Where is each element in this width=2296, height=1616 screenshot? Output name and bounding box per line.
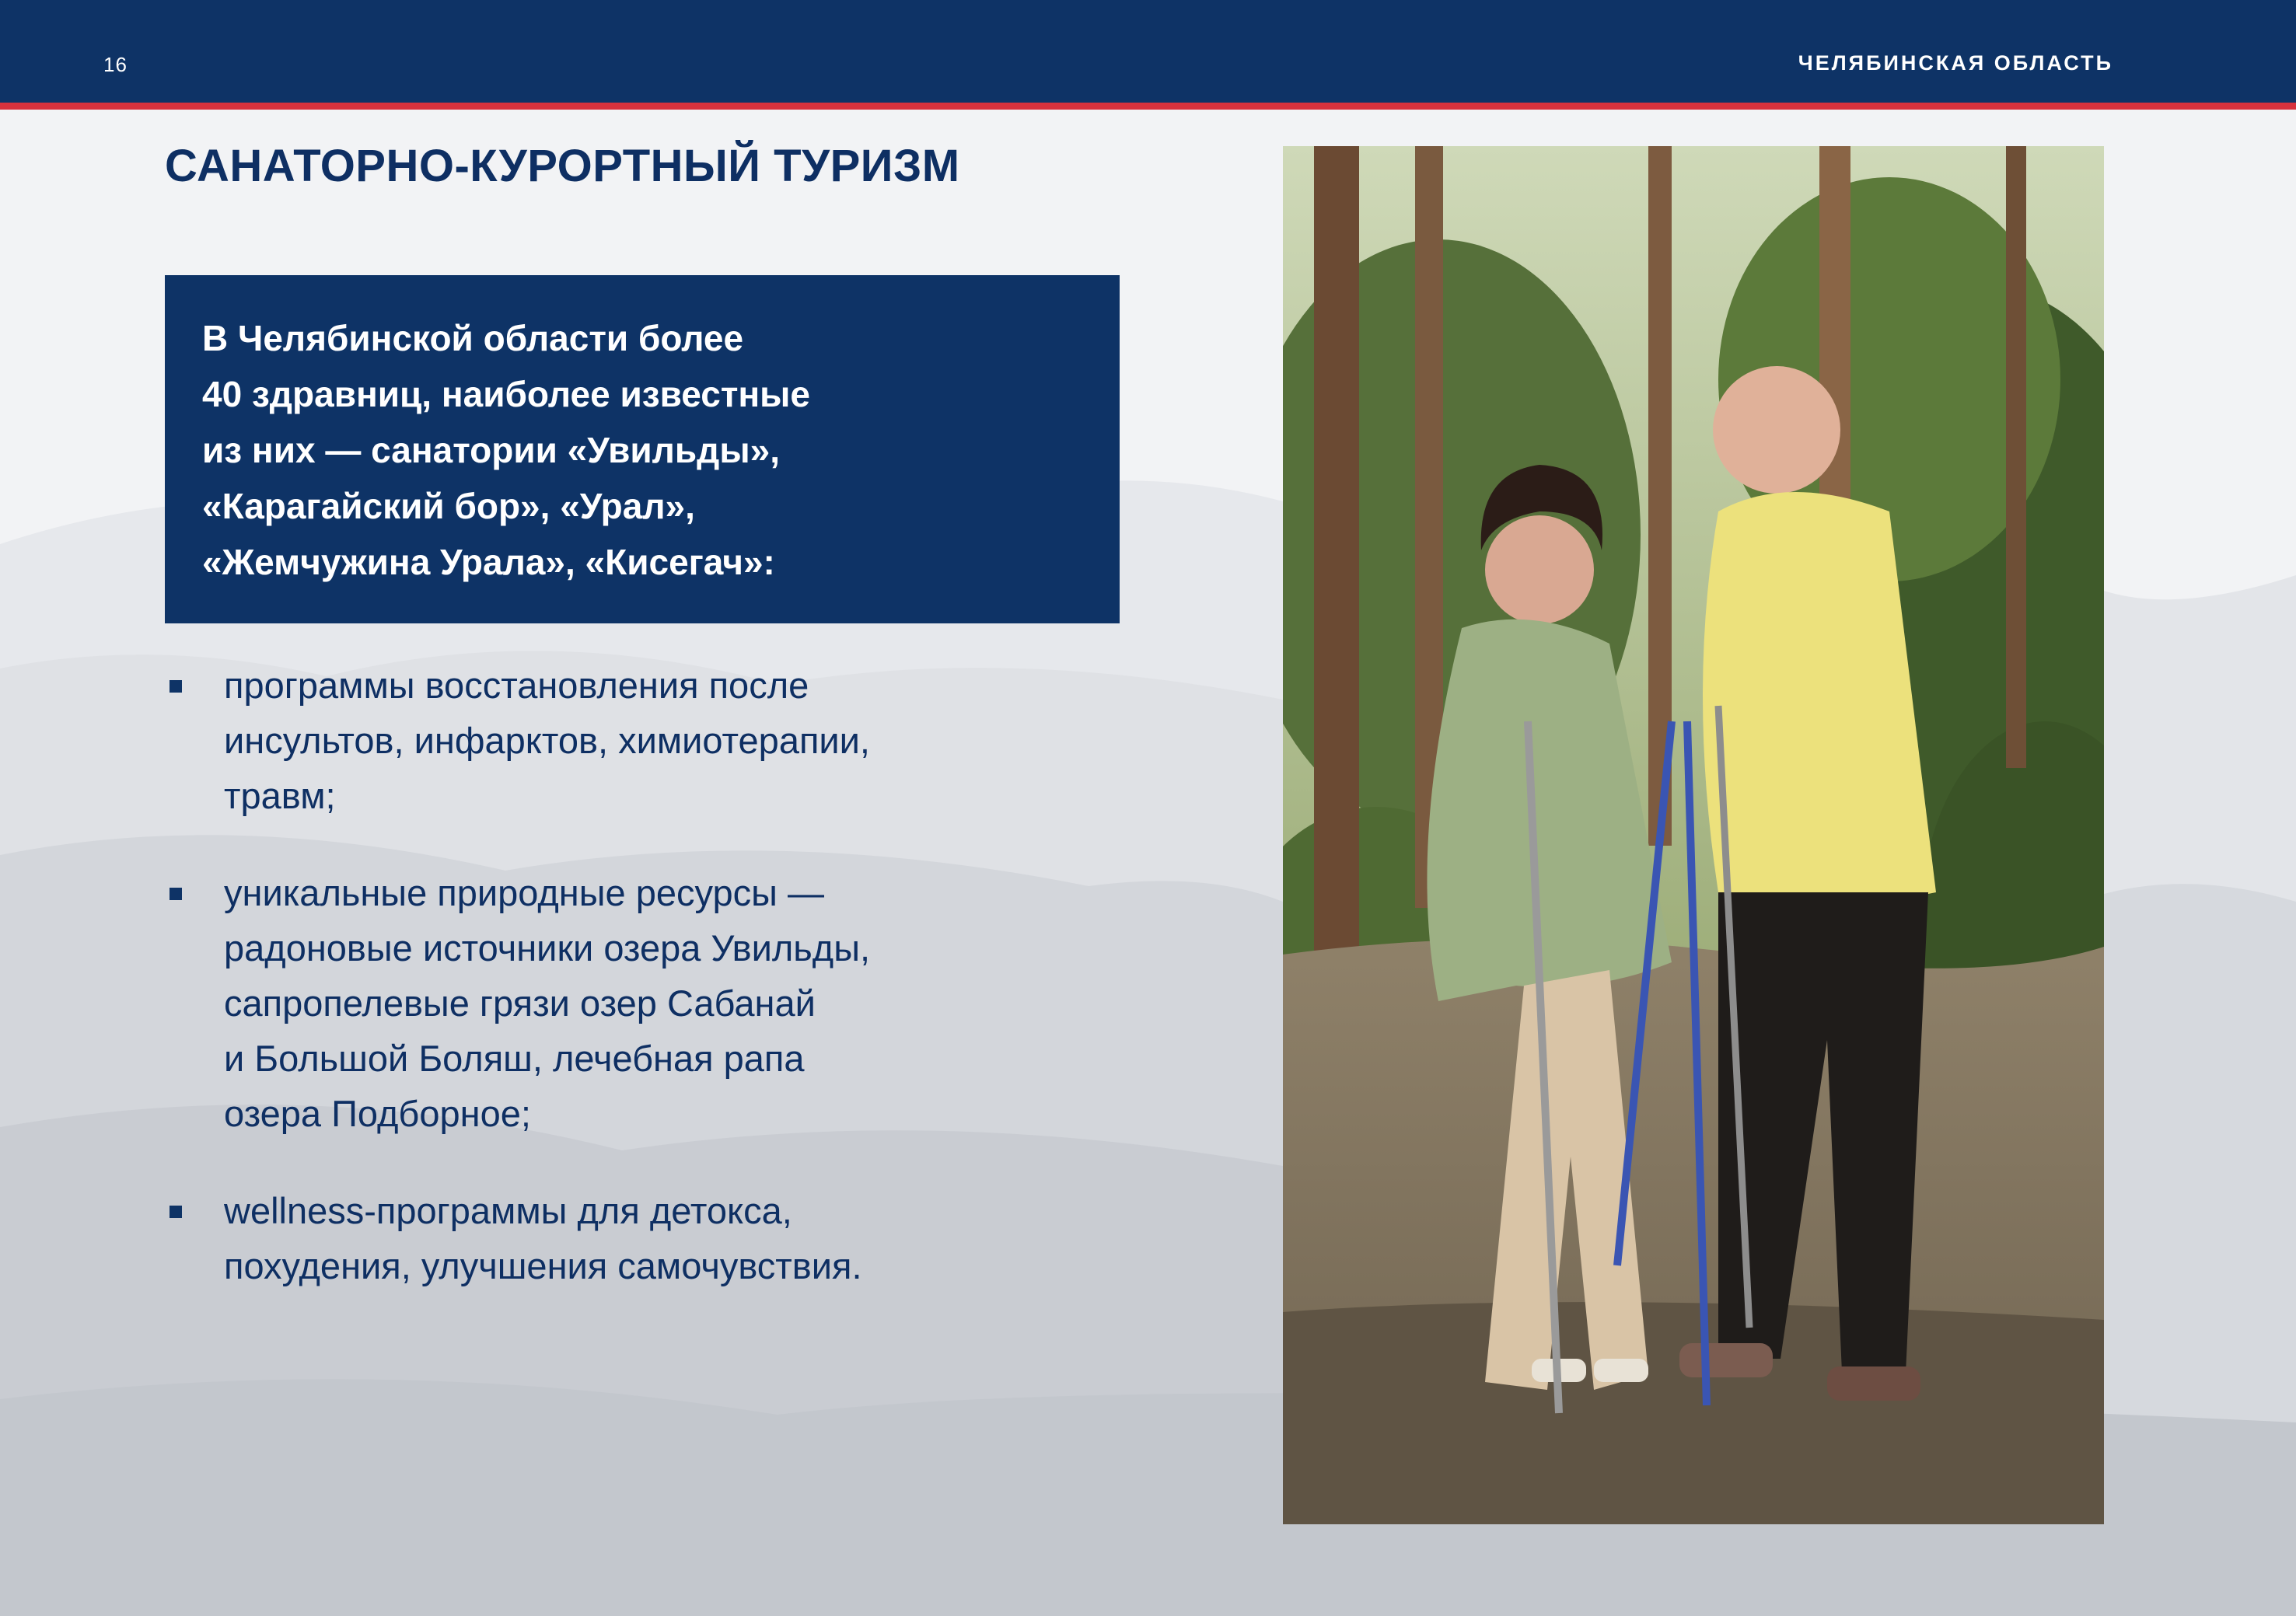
bullet-list bbox=[165, 658, 1137, 1335]
region-label: ЧЕЛЯБИНСКАЯ ОБЛАСТЬ bbox=[1798, 51, 2113, 75]
page-title: САНАТОРНО-КУРОРТНЫЙ ТУРИЗМ bbox=[165, 141, 960, 191]
bullet-square-icon bbox=[169, 888, 182, 900]
callout-box bbox=[165, 275, 1120, 623]
list-item bbox=[165, 1183, 1137, 1293]
list-item-text: уникальные природные ресурсы — радоновые источники озера Увильды, сапропелевые грязи озер Сабанай и Большой Боляш, лечебная рапа озера Подборное; bbox=[224, 872, 871, 1134]
callout-text: В Челябинской области более 40 здравниц, наиболее известные из них — санатории «Увильды», «Карагайский бор», «Урал», «Жемчужина Урала», «Кисегач»: bbox=[202, 318, 810, 582]
photo-elderly-couple-nordic-walking bbox=[1283, 146, 2104, 1524]
bullet-square-icon bbox=[169, 1206, 182, 1218]
list-item bbox=[165, 865, 1137, 1141]
list-item bbox=[165, 658, 1137, 823]
bullet-square-icon bbox=[169, 680, 182, 693]
header-accent-line bbox=[0, 103, 2296, 110]
list-item-text: программы восстановления после инсультов, инфарктов, химиотерапии, травм; bbox=[224, 665, 870, 816]
list-item-text: wellness-программы для детокса, похудения, улучшения самочувствия. bbox=[224, 1190, 862, 1286]
page-number: 16 bbox=[103, 53, 128, 76]
